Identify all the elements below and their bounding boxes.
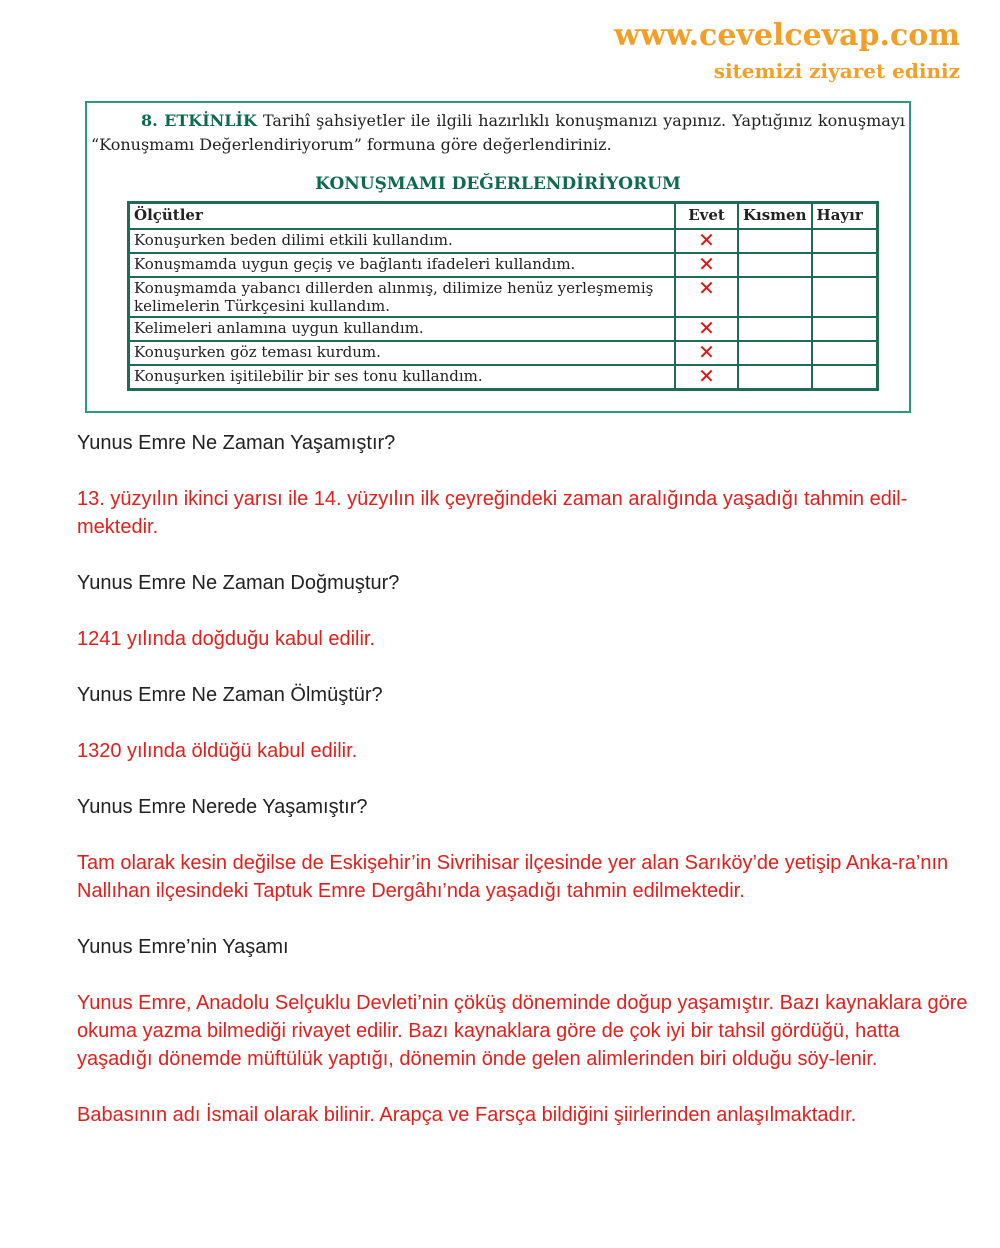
- no-cell: [812, 341, 878, 365]
- red-cross-mark: ✕: [698, 276, 715, 300]
- yes-cell: [675, 341, 738, 365]
- yes-cell: [675, 253, 738, 277]
- red-cross-mark: ✕: [698, 364, 715, 388]
- question-2: Yunus Emre Ne Zaman Doğmuştur?: [77, 572, 400, 594]
- answer-5: Yunus Emre, Anadolu Selçuklu Devleti’nin çöküş döneminde doğup yaşamıştır. Bazı kaynaklara göre okuma yazma bilmediği rivayet edilir. Bazı kaynaklara göre de çok iyi bir tahsil gördüğü, hatta yaşadığı dönemde müftülük yaptığı, dönemin önde gelen alimlerinden biri olduğu söy-lenir.: [77, 992, 968, 1070]
- closing-text: Babasının adı İsmail olarak bilinir. Arapça ve Farsça bildiğini şiirlerinden anlaşılmaktadır.: [77, 1104, 857, 1126]
- criterion: Konuşmamda uygun geçiş ve bağlantı ifadeleri kullandım.: [129, 253, 676, 277]
- criterion: Konuşurken beden dilimi etkili kullandım.: [129, 229, 676, 253]
- red-cross-mark: ✕: [698, 316, 715, 340]
- table-row: [129, 253, 878, 277]
- table-row: [129, 317, 878, 341]
- table-title: KONUŞMAMI DEĞERLENDİRİYORUM: [315, 174, 681, 194]
- criterion: Kelimeleri anlamına uygun kullandım.: [129, 317, 676, 341]
- question-4: Yunus Emre Nerede Yaşamıştır?: [77, 796, 368, 818]
- no-cell: [812, 229, 878, 253]
- answer-2: 1241 yılında doğduğu kabul edilir.: [77, 628, 376, 650]
- header-partly: Kısmen: [738, 203, 812, 230]
- partly-cell: [738, 253, 812, 277]
- no-cell: [812, 253, 878, 277]
- header-yes: Evet: [675, 203, 738, 230]
- table-header: [129, 203, 878, 230]
- partly-cell: [738, 229, 812, 253]
- partly-cell: [738, 277, 812, 317]
- answer-3: 1320 yılında öldüğü kabul edilir.: [77, 740, 358, 762]
- question-5: Yunus Emre’nin Yaşamı: [77, 936, 289, 958]
- table-row: [129, 365, 878, 390]
- activity-number: 8. ETKİNLİK: [141, 111, 257, 130]
- yes-cell: [675, 229, 738, 253]
- no-cell: [812, 317, 878, 341]
- partly-cell: [738, 317, 812, 341]
- criterion: Konuşurken göz teması kurdum.: [129, 341, 676, 365]
- header-no: Hayır: [812, 203, 878, 230]
- criterion: Konuşmamda yabancı dillerden alınmış, dilimize henüz yerleşmemiş kelimelerin Türkçesini kullandım.: [129, 277, 676, 317]
- evaluation-table: [127, 201, 879, 391]
- no-cell: [812, 365, 878, 390]
- watermark-site: www.cevelcevap.com: [614, 18, 960, 53]
- watermark-area: [0, 0, 1000, 100]
- yes-cell: [675, 277, 738, 317]
- watermark-visit: sitemizi ziyaret ediniz: [713, 59, 960, 83]
- red-cross-mark: ✕: [698, 228, 715, 252]
- header-criteria: Ölçütler: [129, 203, 676, 230]
- yes-cell: [675, 317, 738, 341]
- question-3: Yunus Emre Ne Zaman Ölmüştür?: [77, 684, 383, 706]
- red-cross-mark: ✕: [698, 340, 715, 364]
- table-row: [129, 229, 878, 253]
- table-row: [129, 341, 878, 365]
- activity-instruction: [91, 109, 905, 157]
- no-cell: [812, 277, 878, 317]
- answer-1: 13. yüzyılın ikinci yarısı ile 14. yüzyılın ilk çeyreğindeki zaman aralığında yaşadığı tahmin edil-mektedir.: [77, 488, 908, 538]
- activity-box: [85, 101, 911, 413]
- answer-4: Tam olarak kesin değilse de Eskişehir’in Sivrihisar ilçesinde yer alan Sarıköy’de yetişip Anka-ra’nın Nallıhan ilçesindeki Taptuk Emre Dergâhı’nda yaşadığı tahmin edilmektedir.: [77, 852, 949, 902]
- table-row: [129, 277, 878, 317]
- partly-cell: [738, 341, 812, 365]
- partly-cell: [738, 365, 812, 390]
- instruction-text: Tarihî şahsiyetler ile ilgili hazırlıklı konuşmanızı yapınız. Yaptığınız konuşmayı “Konuşmamı Değerlendiriyorum” formuna göre değerlendiriniz.: [91, 111, 906, 154]
- red-cross-mark: ✕: [698, 252, 715, 276]
- criterion: Konuşurken işitilebilir bir ses tonu kullandım.: [129, 365, 676, 390]
- yes-cell: [675, 365, 738, 390]
- question-1: Yunus Emre Ne Zaman Yaşamıştır?: [77, 432, 396, 454]
